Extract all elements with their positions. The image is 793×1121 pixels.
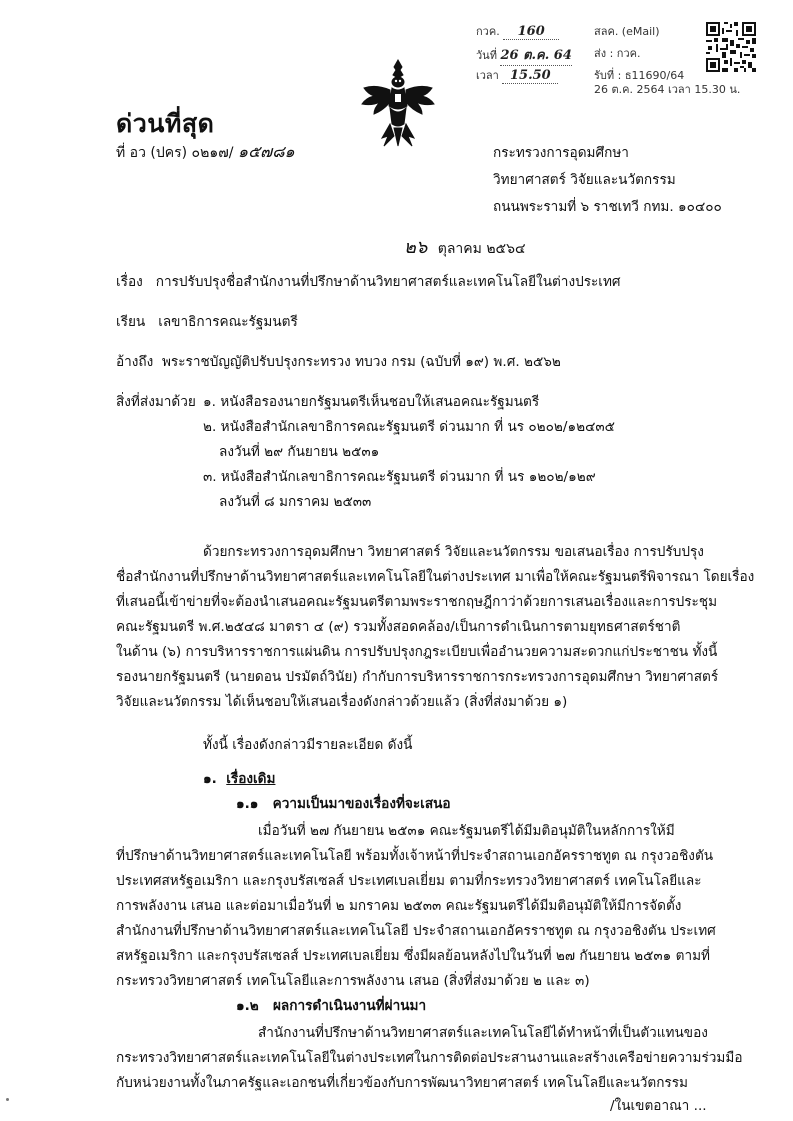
- address-line: วิทยาศาสตร์ วิจัยและนวัตกรรม: [493, 172, 676, 188]
- letter-date-day: ๒๖: [404, 237, 428, 258]
- enclosure-item-date: ลงวันที่ ๘ มกราคม ๒๕๓๓: [219, 494, 372, 510]
- stamp-date-label: วันที่: [476, 49, 497, 62]
- section-number: ๑.: [203, 771, 217, 787]
- body-line: เมื่อวันที่ ๒๗ กันยายน ๒๕๓๑ คณะรัฐมนตรีได้มีมติอนุมัติในหลักการให้มี: [258, 823, 675, 839]
- stamp-date-value: 26 ต.ค. 64: [500, 48, 572, 63]
- body-line: สำนักงานที่ปรึกษาด้านวิทยาศาสตร์และเทคโนโลยี ประจำสถานเอกอัครราชทูต ณ กรุงวอชิงตัน ประเทศ: [116, 923, 716, 939]
- body-line: ชื่อสำนักงานที่ปรึกษาด้านวิทยาศาสตร์และเทคโนโลยีในต่างประเทศ มาเพื่อให้คณะรัฐมนตรีพิจารณา โดยเรื่อง: [116, 569, 755, 585]
- body-line: กระทรวงวิทยาศาสตร์และเทคโนโลยีในต่างประเทศในการติดต่อประสานงานและสร้างเครือข่ายความร่วมมือ: [116, 1050, 743, 1066]
- body-line: สำนักงานที่ปรึกษาด้านวิทยาศาสตร์และเทคโนโลยีได้ทำหน้าที่เป็นตัวแทนของ: [258, 1025, 708, 1041]
- urgency-label: ด่วนที่สุด: [116, 109, 215, 138]
- letter-date-month-year: ตุลาคม ๒๕๖๔: [437, 241, 526, 257]
- body-line: ที่ปรึกษาด้านวิทยาศาสตร์และเทคโนโลยี พร้อมทั้งเจ้าหน้าที่ประจำสถานเอกอัครราชทูต ณ กรุงวอชิงตัน: [116, 848, 714, 864]
- body-line: สหรัฐอเมริกา และกรุงบรัสเซลส์ ประเทศเบลเยี่ยม ซึ่งมีผลย้อนหลังไปในวันที่ ๒๗ กันยายน ๒๕๓๑ ตามที่: [116, 948, 711, 964]
- body-line: ด้วยกระทรวงการอุดมศึกษา วิทยาศาสตร์ วิจัยและนวัตกรรม ขอเสนอเรื่อง การปรับปรุง: [203, 544, 704, 560]
- stamp-received-time: 26 ต.ค. 2564 เวลา 15.30 น.: [594, 83, 741, 96]
- document-number: [116, 140, 295, 165]
- recipient-text: เลขาธิการคณะรัฐมนตรี: [158, 314, 298, 330]
- address-line: กระทรวงการอุดมศึกษา: [493, 145, 629, 161]
- enclosure-label: สิ่งที่ส่งมาด้วย: [116, 394, 196, 410]
- body-line: ที่เสนอนี้เข้าข่ายที่จะต้องนำเสนอคณะรัฐมนตรีตามพระราชกฤษฎีกาว่าด้วยการเสนอเรื่องและการประชุม: [116, 594, 718, 610]
- stamp-time-row: [476, 66, 558, 84]
- stamp-office-row: [476, 22, 559, 40]
- enclosure-item: ๓. หนังสือสำนักเลขาธิการคณะรัฐมนตรี ด่วนมาก ที่ นร ๑๒๐๒/๑๒๙: [203, 469, 596, 485]
- subject-text: การปรับปรุงชื่อสำนักงานที่ปรึกษาด้านวิทยาศาสตร์และเทคโนโลยีในต่างประเทศ: [155, 274, 621, 290]
- sender-address: [493, 140, 722, 221]
- enclosure-item: ๑. หนังสือรองนายกรัฐมนตรีเห็นชอบให้เสนอคณะรัฐมนตรี: [203, 394, 540, 410]
- document-number-handwritten: ๑๕๗๘๑: [237, 142, 295, 161]
- qr-code-icon: [706, 22, 756, 72]
- subsection-number: ๑.๑: [236, 796, 259, 812]
- margin-speck: [6, 1098, 9, 1101]
- letter-date: [404, 232, 526, 261]
- body-line: กับหน่วยงานทั้งในภาครัฐและเอกชนที่เกี่ยวข้องกับการพัฒนาวิทยาศาสตร์ เทคโนโลยีและนวัตกรรม: [116, 1075, 688, 1091]
- recipient-line: [116, 310, 298, 336]
- subject-line: [116, 270, 621, 296]
- stamp-info: [594, 21, 684, 87]
- enclosure-item: ๒. หนังสือสำนักเลขาธิการคณะรัฐมนตรี ด่วนมาก ที่ นร ๐๒๐๒/๑๒๔๓๕: [203, 419, 615, 435]
- enclosure-item-date: ลงวันที่ ๒๙ กันยายน ๒๕๓๑: [219, 444, 380, 460]
- body-line: รองนายกรัฐมนตรี (นายดอน ปรมัตถ์วินัย) กำกับการบริหารราชการกระทรวงการอุดมศึกษา วิทยาศาสตร์: [116, 669, 719, 685]
- document-number-prefix: ที่ อว (ปคร) ๐๒๑๗/: [116, 145, 234, 161]
- subject-label: เรื่อง: [116, 274, 143, 290]
- subsection-number: ๑.๒: [236, 998, 259, 1014]
- section-title: เรื่องเดิม: [226, 771, 276, 787]
- subsection-heading: [236, 994, 426, 1020]
- stamp-date-row: [476, 44, 572, 66]
- stamp-office-number: 160: [517, 24, 545, 39]
- address-line: ถนนพระรามที่ ๖ ราชเทวี กทม. ๑๐๔๐๐: [493, 199, 722, 215]
- page-continuation: /ในเขตอาณา ...: [610, 1098, 707, 1114]
- subsection-title: ความเป็นมาของเรื่องที่จะเสนอ: [272, 796, 451, 812]
- section-heading: [203, 767, 275, 793]
- stamp-email-label: สลค. (eMail): [594, 25, 660, 38]
- garuda-emblem-icon: [360, 58, 436, 150]
- stamp-time-label: เวลา: [476, 69, 499, 82]
- body-line: ประเทศสหรัฐอเมริกา และกรุงบรัสเซลส์ ประเทศเบลเยี่ยม ตามที่กระทรวงวิทยาศาสตร์ เทคโนโลยีและ: [116, 873, 702, 889]
- reference-text: พระราชบัญญัติปรับปรุงกระทรวง ทบวง กรม (ฉบับที่ ๑๙) พ.ศ. ๒๕๖๒: [161, 354, 561, 370]
- reference-line: [116, 350, 561, 376]
- body-line: คณะรัฐมนตรี พ.ศ.๒๕๔๘ มาตรา ๔ (๙) รวมทั้งสอดคล้อง/เป็นการดำเนินการตามยุทธศาสตร์ชาติ: [116, 619, 681, 635]
- body-line: กระทรวงวิทยาศาสตร์ เทคโนโลยีและการพลังงาน เสนอ (สิ่งที่ส่งมาด้วย ๒ และ ๓): [116, 973, 590, 989]
- stamp-office-label: กวค.: [476, 25, 500, 38]
- body-line: วิจัยและนวัตกรรม ได้เห็นชอบให้เสนอเรื่องดังกล่าวด้วยแล้ว (สิ่งที่ส่งมาด้วย ๑): [116, 694, 568, 710]
- stamp-received-label: รับที่ : ธ11690/64: [594, 69, 685, 82]
- subsection-heading: [236, 792, 451, 818]
- details-intro: ทั้งนี้ เรื่องดังกล่าวมีรายละเอียด ดังนี้: [203, 737, 413, 753]
- stamp-to-label: ส่ง : กวค.: [594, 47, 641, 60]
- recipient-label: เรียน: [116, 314, 146, 330]
- body-line: ในด้าน (๖) การบริหารราชการแผ่นดิน การปรับปรุงกฎระเบียบเพื่ออำนวยความสะดวกแก่ประชาชน ทั้งนี้: [116, 644, 718, 660]
- body-line: การพลังงาน เสนอ และต่อมาเมื่อวันที่ ๒ มกราคม ๒๕๓๓ คณะรัฐมนตรีได้มีมติอนุมัติให้มีการจัดตั้ง: [116, 898, 682, 914]
- stamp-time-value: 15.50: [510, 68, 551, 83]
- subsection-title: ผลการดำเนินงานที่ผ่านมา: [272, 998, 427, 1014]
- reference-label: อ้างถึง: [116, 354, 154, 370]
